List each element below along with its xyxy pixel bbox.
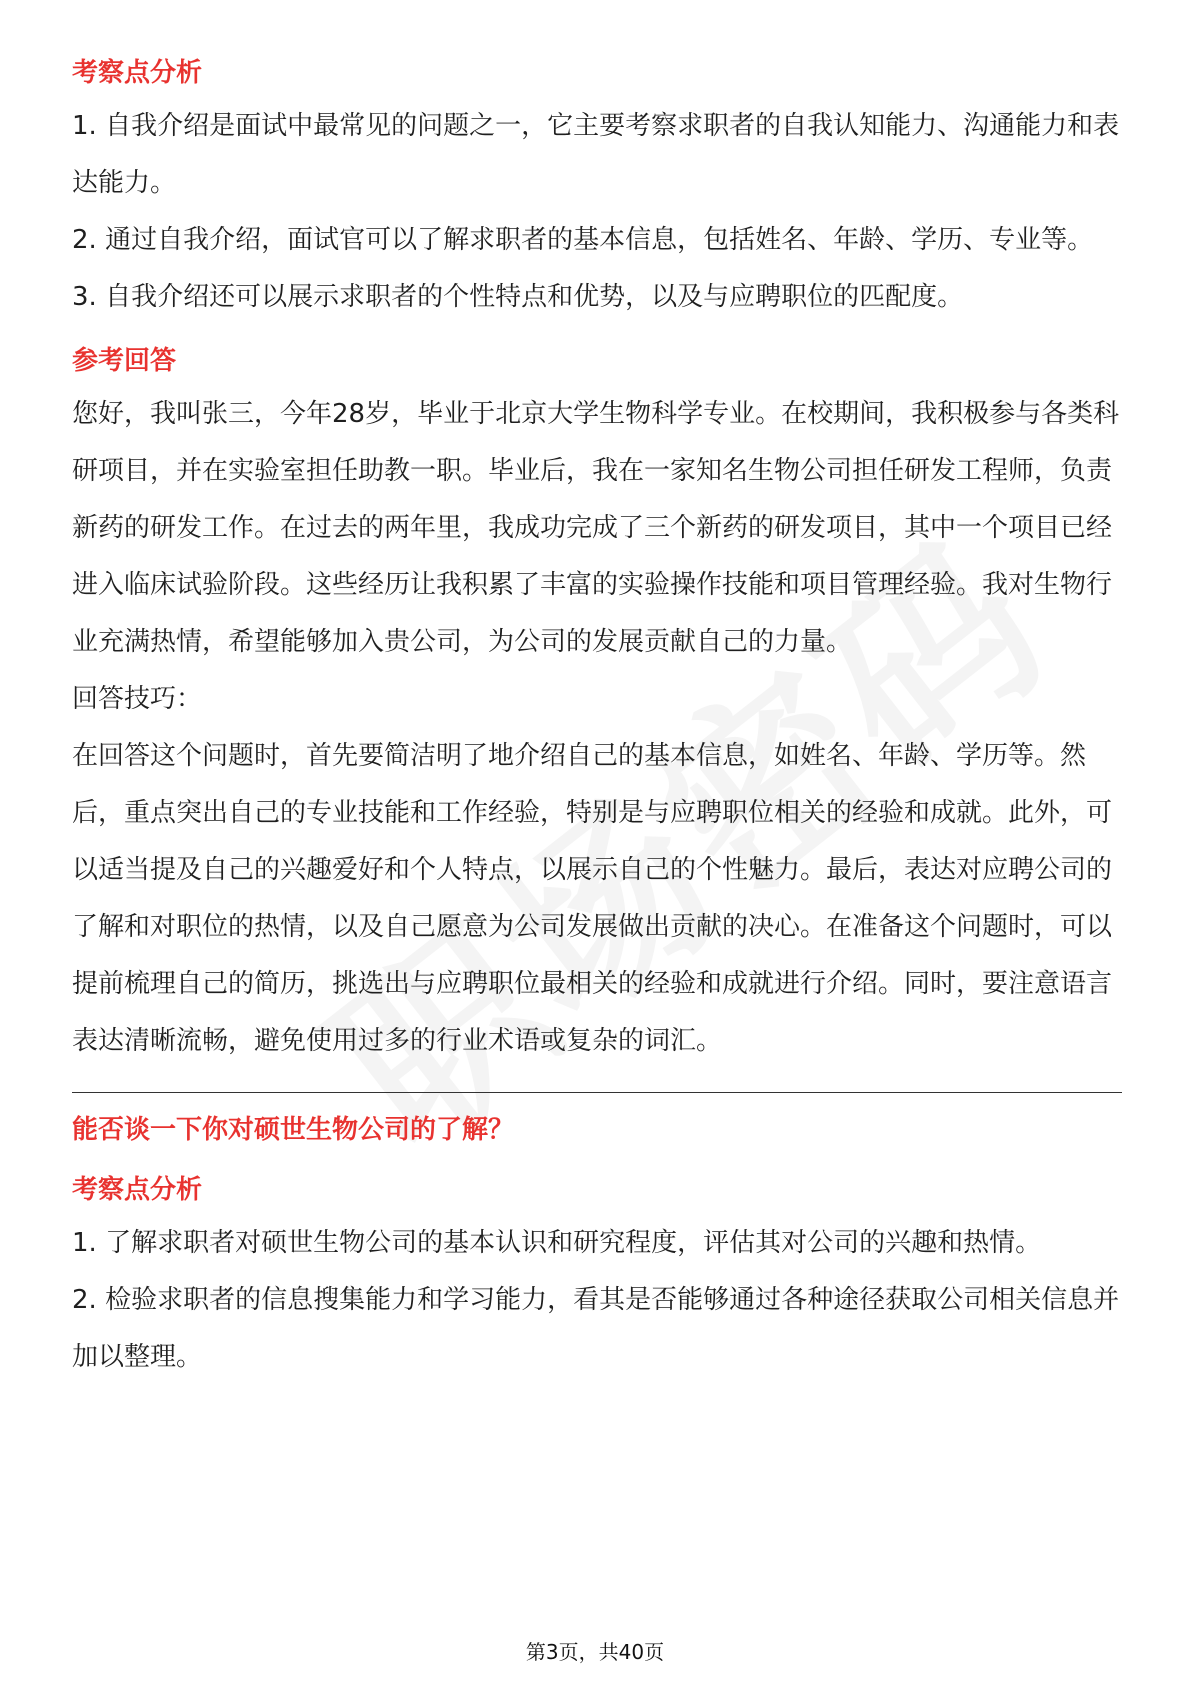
document-body: [72, 48, 1122, 1386]
answer-tips-label: 回答技巧：: [72, 684, 203, 714]
analysis-point: 3. 自我介绍还可以展示求职者的个性特点和优势，以及与应聘职位的匹配度。: [72, 282, 964, 312]
analysis-heading: 考察点分析: [72, 1175, 203, 1205]
reference-answer-text: 您好，我叫张三，今年28岁，毕业于北京大学生物科学专业。在校期间，我积极参与各类科研项目，并在实验室担任助教一职。毕业后，我在一家知名生物公司担任研发工程师，负责新药的研发工作。在过去的两年里，我成功完成了三个新药的研发项目，其中一个项目已经进入临床试验阶段。这些经历让我积累了丰富的实验操作技能和项目管理经验。我对生物行业充满热情，希望能够加入贵公司，为公司的发展贡献自己的力量。: [72, 399, 1120, 657]
analysis-heading: 考察点分析: [72, 58, 203, 88]
analysis-point: 1. 了解求职者对硕世生物公司的基本认识和研究程度，评估其对公司的兴趣和热情。: [72, 1228, 1042, 1258]
answer-tips-text: 在回答这个问题时，首先要简洁明了地介绍自己的基本信息，如姓名、年龄、学历等。然后，重点突出自己的专业技能和工作经验，特别是与应聘职位相关的经验和成就。此外，可以适当提及自己的兴趣爱好和个人特点，以展示自己的个性魅力。最后，表达对应聘公司的了解和对职位的热情，以及自己愿意为公司发展做出贡献的决心。在准备这个问题时，可以提前梳理自己的简历，挑选出与应聘职位最相关的经验和成就进行介绍。同时，要注意语言表达清晰流畅，避免使用过多的行业术语或复杂的词汇。: [72, 741, 1113, 1056]
reference-answer-heading: 参考回答: [72, 346, 177, 376]
analysis-point: 1. 自我介绍是面试中最常见的问题之一，它主要考察求职者的自我认知能力、沟通能力和表达能力。: [72, 111, 1120, 198]
page-number: 第3页，共40页: [525, 1640, 665, 1664]
question-heading: 能否谈一下你对硕世生物公司的了解？: [72, 1115, 515, 1145]
analysis-point: 2. 通过自我介绍，面试官可以了解求职者的基本信息，包括姓名、年龄、学历、专业等。: [72, 225, 1094, 255]
section-divider: [72, 1092, 1122, 1093]
analysis-point: 2. 检验求职者的信息搜集能力和学习能力，看其是否能够通过各种途径获取公司相关信息并加以整理。: [72, 1285, 1120, 1372]
